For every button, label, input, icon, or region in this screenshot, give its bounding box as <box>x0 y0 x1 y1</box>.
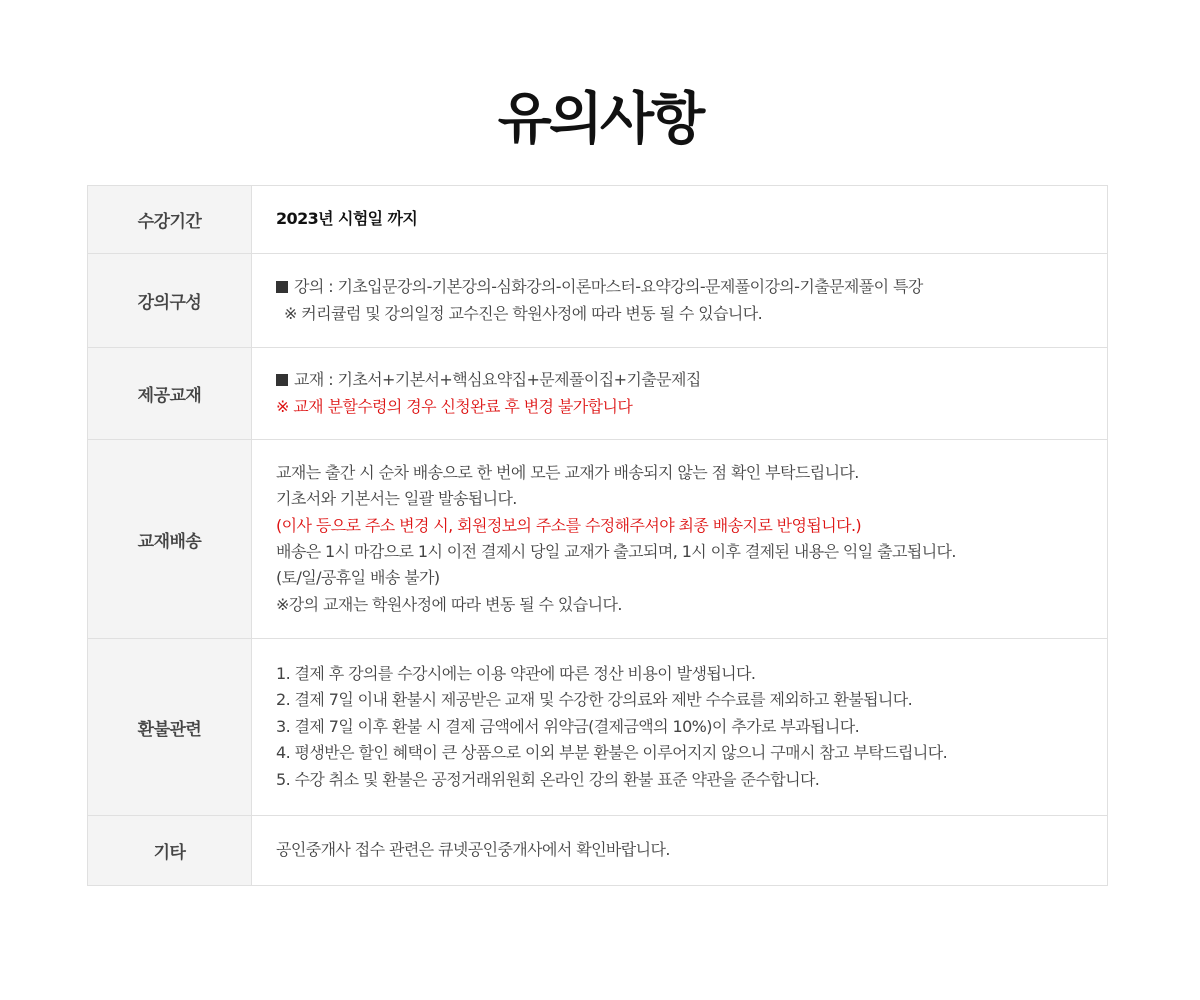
black-square-icon <box>276 281 288 293</box>
row-lecture-composition <box>88 254 1108 348</box>
row-content-refund-policy <box>252 639 1108 816</box>
row-content-course-period <box>252 186 1108 254</box>
refund-item: 1. 결제 후 강의를 수강시에는 이용 약관에 따른 정산 비용이 발생됩니다. <box>276 663 756 683</box>
textbook-warning: ※ 교재 분할수령의 경우 신청완료 후 변경 불가합니다 <box>276 396 633 416</box>
delivery-line: (토/일/공휴일 배송 불가) <box>276 568 440 588</box>
etc-text: 공인중개사 접수 관련은 큐넷공인중개사에서 확인바랍니다. <box>276 840 670 860</box>
lecture-composition-line <box>276 274 1083 300</box>
curriculum-note: ※ 커리큘럼 및 강의일정 교수진은 학원사정에 따라 변동 될 수 있습니다. <box>284 303 763 323</box>
row-etc <box>88 816 1108 886</box>
row-label-textbook-delivery: 교재배송 <box>88 440 252 639</box>
row-refund-policy <box>88 639 1108 816</box>
row-textbook-delivery <box>88 440 1108 639</box>
row-label-refund-policy: 환불관련 <box>88 639 252 816</box>
row-label-etc: 기타 <box>88 816 252 886</box>
refund-item: 2. 결제 7일 이내 환불시 제공받은 교재 및 수강한 강의료와 제반 수수료를 제외하고 환불됩니다. <box>276 690 913 710</box>
page-title: 유의사항 <box>497 87 703 152</box>
row-content-etc <box>252 816 1108 886</box>
delivery-line: 교재는 출간 시 순차 배송으로 한 번에 모든 교재가 배송되지 않는 점 확인 부탁드립니다. <box>276 462 859 482</box>
row-content-textbook-delivery <box>252 440 1108 639</box>
lecture-composition-text: 강의 : 기초입문강의-기본강의-심화강의-이론마스터-요약강의-문제풀이강의-기출문제풀이 특강 <box>294 277 923 297</box>
delivery-line: 기초서와 기본서는 일괄 발송됩니다. <box>276 489 517 509</box>
textbook-list-line <box>276 367 1083 393</box>
black-square-icon <box>276 374 288 386</box>
delivery-line: ※강의 교재는 학원사정에 따라 변동 될 수 있습니다. <box>276 594 622 614</box>
notice-table <box>87 185 1108 886</box>
row-label-provided-textbooks: 제공교재 <box>88 348 252 440</box>
refund-item: 3. 결제 7일 이후 환불 시 결제 금액에서 위약금(결제금액의 10%)이 추가로 부과됩니다. <box>276 716 860 736</box>
delivery-address-warning: (이사 등으로 주소 변경 시, 회원정보의 주소를 수정해주셔야 최종 배송지로 반영됩니다.) <box>276 515 862 535</box>
row-content-lecture-composition <box>252 254 1108 348</box>
row-label-course-period: 수강기간 <box>88 186 252 254</box>
row-content-provided-textbooks <box>252 348 1108 440</box>
row-course-period <box>88 186 1108 254</box>
refund-item: 5. 수강 취소 및 환불은 공정거래위원회 온라인 강의 환불 표준 약관을 준수합니다. <box>276 769 820 789</box>
delivery-line: 배송은 1시 마감으로 1시 이전 결제시 당일 교재가 출고되며, 1시 이후 결제된 내용은 익일 출고됩니다. <box>276 542 956 561</box>
course-period-text: 2023년 시험일 까지 <box>276 209 418 229</box>
textbook-list-text: 교재 : 기초서+기본서+핵심요약집+문제풀이집+기출문제집 <box>294 370 701 390</box>
row-label-lecture-composition: 강의구성 <box>88 254 252 348</box>
row-provided-textbooks <box>88 348 1108 440</box>
refund-item: 4. 평생반은 할인 혜택이 큰 상품으로 이외 부분 환불은 이루어지지 않으니 구매시 참고 부탁드립니다. <box>276 743 948 763</box>
